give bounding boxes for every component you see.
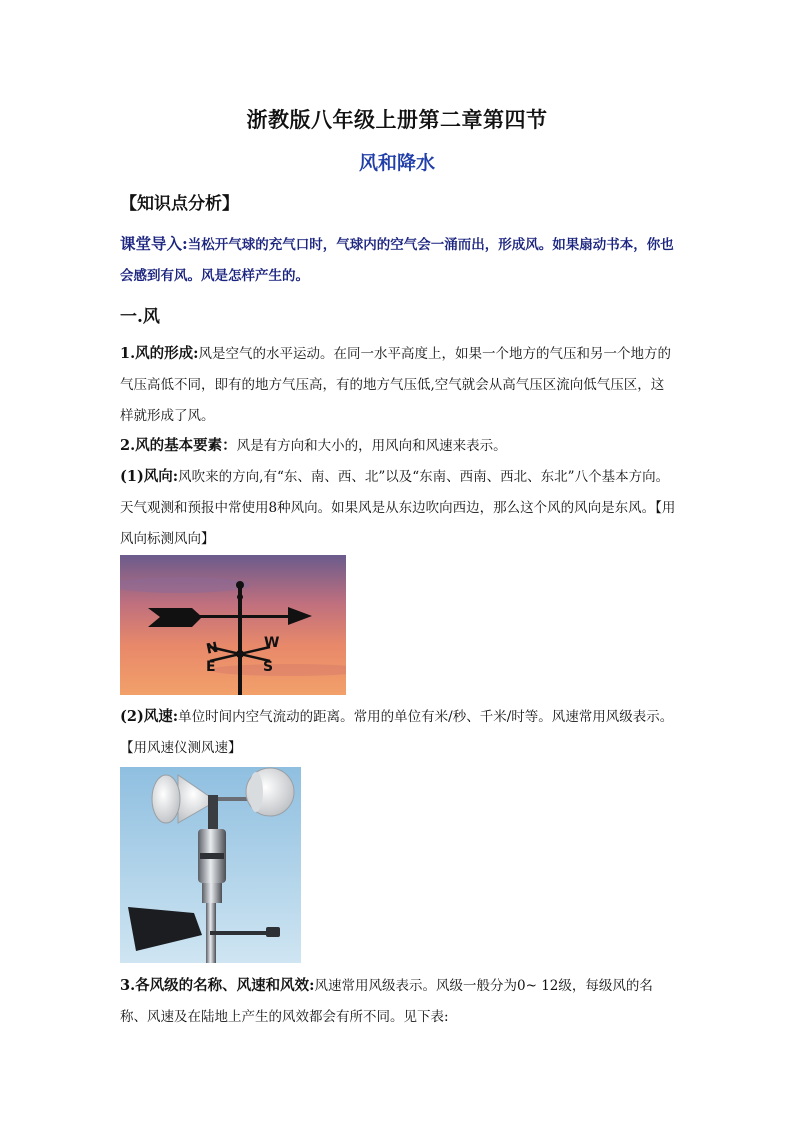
paragraph-wind-elements bbox=[120, 430, 676, 462]
vane-letter-e: E bbox=[206, 659, 216, 675]
paragraph-wind-direction bbox=[120, 461, 676, 555]
document-subtitle: 风和降水 bbox=[358, 152, 435, 174]
heading-wind: 一.风 bbox=[120, 307, 160, 327]
p5-text: 风速常用风级表示。风级一般分为0~ 12级，每级风的名称、风速及在陆地上产生的风效都会有所不同。见下表: bbox=[120, 978, 653, 1025]
intro-label: 课堂导入: bbox=[120, 234, 188, 253]
paragraph-wind-formation bbox=[120, 338, 676, 432]
p4-text: 单位时间内空气流动的距离。常用的单位有米/秒、千米/时等。风速常用风级表示。【用风速仪测风速】 bbox=[120, 709, 674, 756]
intro-paragraph bbox=[120, 228, 676, 292]
p1-text: 风是空气的水平运动。在同一水平高度上，如果一个地方的气压和另一个地方的气压高低不同，即有的地方气压高，有的地方气压低,空气就会从高气压区流向低气压区，这样就形成了风。 bbox=[120, 346, 671, 424]
p3-label: (1)风向: bbox=[120, 468, 179, 485]
p2-text: 风是有方向和大小的，用风向和风速来表示。 bbox=[236, 438, 507, 454]
p5-label: 3.各风级的名称、风速和风效: bbox=[120, 977, 315, 994]
p4-label: (2)风速: bbox=[120, 708, 179, 725]
vane-letter-s: S bbox=[263, 659, 274, 675]
document-title: 浙教版八年级上册第二章第四节 bbox=[246, 107, 548, 132]
vane-letter-w: W bbox=[264, 635, 280, 651]
vane-letter-n: N bbox=[204, 639, 220, 658]
p1-label: 1.风的形成: bbox=[120, 345, 199, 362]
intro-text: 当松开气球的充气口时，气球内的空气会一涌而出，形成风。如果扇动书本，你也会感到有风。风是怎样产生的。 bbox=[120, 237, 674, 284]
section-heading: 【知识点分析】 bbox=[120, 194, 239, 214]
paragraph-wind-levels bbox=[120, 970, 676, 1033]
p3-text: 风吹来的方向,有“东、南、西、北”以及“东南、西南、西北、东北”八个基本方向。天气观测和预报中常使用8种风向。如果风是从东边吹向西边，那么这个风的风向是东风。【用风向标测风向】 bbox=[120, 469, 676, 547]
paragraph-wind-speed bbox=[120, 701, 676, 764]
weather-vane-photo bbox=[120, 555, 346, 695]
p2-label: 2.风的基本要素： bbox=[120, 437, 237, 454]
anemometer-photo bbox=[120, 767, 301, 963]
